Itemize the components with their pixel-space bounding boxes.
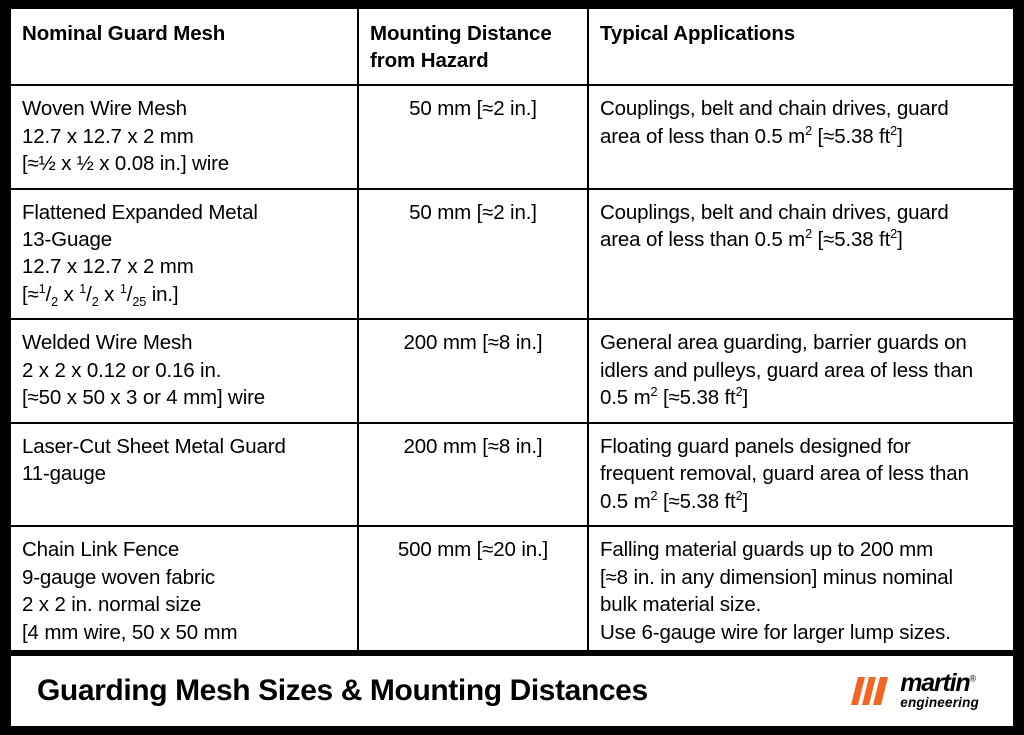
applications-line: Couplings, belt and chain drives, guard (600, 200, 949, 224)
cell-typical-applications (588, 423, 1013, 526)
cell-typical-applications (588, 189, 1013, 320)
applications-text: [≈5.38 ft (812, 227, 891, 251)
martin-engineering-logo (849, 668, 995, 711)
table-row (11, 319, 1013, 422)
mesh-line: 9-gauge woven fabric (22, 565, 216, 589)
applications-text: [≈5.38 ft (657, 489, 736, 513)
mounting-distance-value: 50 mm [≈2 in.] (409, 200, 537, 224)
mesh-text: x (98, 282, 120, 306)
mesh-line: 2 x 2 in. normal size (22, 593, 202, 617)
mesh-line: [≈½ x ½ x 0.08 in.] wire (22, 152, 230, 176)
mounting-distance-value: 500 mm [≈20 in.] (397, 538, 549, 562)
logo-word-engineering: engineering (900, 695, 979, 711)
superscript-square: 2 (650, 487, 658, 503)
superscript-square: 2 (805, 226, 813, 242)
applications-line: Floating guard panels designed for (600, 434, 911, 458)
fraction-denominator: 25 (132, 294, 147, 309)
fraction-slash: / (45, 282, 52, 306)
logo-word-text: martin (900, 668, 970, 697)
fraction-denominator: 2 (51, 294, 59, 309)
table-row (11, 189, 1013, 320)
mesh-line: 13-Guage (22, 227, 112, 251)
cell-nominal-guard-mesh (11, 319, 358, 422)
fraction-one-half (39, 281, 58, 308)
mesh-line: [≈50 x 50 x 3 or 4 mm] wire (22, 386, 266, 410)
column-header-mounting-distance (358, 9, 588, 85)
superscript-square: 2 (735, 384, 743, 400)
mesh-line: Flattened Expanded Metal (22, 200, 258, 224)
cell-mounting-distance (358, 85, 588, 188)
mesh-text: in.] (146, 282, 179, 306)
mesh-line: 12.7 x 12.7 x 2 mm (22, 255, 194, 279)
applications-line (600, 488, 1002, 515)
mesh-line: 11-gauge (22, 462, 106, 486)
cell-typical-applications (588, 85, 1013, 188)
fraction-denominator: 2 (91, 294, 99, 309)
column-header-mounting-distance-line2: from Hazard (370, 49, 489, 73)
registered-trademark-icon: ® (969, 673, 977, 684)
superscript-square: 2 (890, 226, 898, 242)
applications-text: ] (897, 124, 903, 148)
applications-text: area of less than 0.5 m (600, 227, 806, 251)
cell-nominal-guard-mesh (11, 85, 358, 188)
applications-text: ] (742, 489, 749, 513)
applications-line (600, 384, 1002, 411)
fraction-numerator: 1 (38, 281, 46, 297)
superscript-square: 2 (805, 122, 813, 138)
mesh-text: [≈ (22, 282, 39, 306)
applications-line: idlers and pulleys, guard area of less than (600, 358, 974, 382)
mesh-line: 12.7 x 12.7 x 2 mm (22, 124, 194, 148)
applications-line: frequent removal, guard area of less than (600, 462, 969, 486)
mesh-line: [4 mm wire, 50 x 50 mm (22, 620, 238, 644)
column-header-nominal-guard-mesh (11, 9, 358, 85)
mesh-line-fractions (22, 281, 346, 308)
applications-line: Couplings, belt and chain drives, guard (600, 97, 949, 121)
logo-word-martin (900, 668, 979, 697)
applications-line: General area guarding, barrier guards on (600, 331, 967, 355)
mesh-line: Laser-Cut Sheet Metal Guard (22, 434, 286, 458)
superscript-square: 2 (735, 487, 743, 503)
cell-mounting-distance (358, 423, 588, 526)
applications-text: area of less than 0.5 m (600, 124, 806, 148)
applications-text: ] (897, 227, 903, 251)
mesh-line: 2 x 2 x 0.12 or 0.16 in. (22, 358, 222, 382)
applications-line: Use 6-gauge wire for larger lump sizes. (600, 620, 951, 644)
column-header-typical-applications-label: Typical Applications (600, 22, 796, 45)
mesh-line: Welded Wire Mesh (22, 331, 193, 355)
guarding-mesh-table (11, 9, 1013, 684)
fraction-one-twentyfifth (120, 281, 146, 308)
caption-bar-frame (0, 650, 1024, 735)
martin-m-mark-icon (849, 674, 891, 708)
mounting-distance-value: 200 mm [≈8 in.] (403, 331, 543, 355)
mesh-text: x (58, 282, 80, 306)
mounting-distance-value: 50 mm [≈2 in.] (409, 97, 537, 121)
column-header-mounting-distance-line1: Mounting Distance (370, 22, 552, 45)
superscript-square: 2 (650, 384, 658, 400)
cell-mounting-distance (358, 189, 588, 320)
cell-nominal-guard-mesh (11, 189, 358, 320)
applications-line: Falling material guards up to 200 mm (600, 538, 934, 562)
caption-bar (11, 656, 1013, 726)
table-row (11, 423, 1013, 526)
fraction-one-half (79, 281, 98, 308)
applications-line (600, 123, 1002, 150)
logo-wordmark (900, 668, 979, 711)
fraction-numerator: 1 (119, 281, 127, 297)
mesh-line: Chain Link Fence (22, 538, 180, 562)
caption-title: Guarding Mesh Sizes & Mounting Distances (37, 674, 648, 707)
table-body (11, 85, 1013, 683)
applications-line: [≈8 in. in any dimension] minus nominal (600, 565, 953, 589)
cell-mounting-distance (358, 319, 588, 422)
fraction-slash: / (86, 282, 92, 306)
mounting-distance-value: 200 mm [≈8 in.] (403, 434, 543, 458)
applications-text: [≈5.38 ft (812, 124, 891, 148)
fraction-slash: / (126, 282, 133, 306)
applications-line (600, 226, 1002, 253)
cell-nominal-guard-mesh (11, 423, 358, 526)
table-header-row (11, 9, 1013, 85)
fraction-numerator: 1 (79, 281, 87, 297)
applications-text: 0.5 m (600, 489, 651, 513)
applications-text: [≈5.38 ft (657, 386, 736, 410)
applications-text: 0.5 m (600, 386, 651, 410)
column-header-typical-applications (588, 9, 1013, 85)
superscript-square: 2 (890, 122, 898, 138)
applications-line: bulk material size. (600, 593, 762, 617)
cell-typical-applications (588, 319, 1013, 422)
table-header (11, 9, 1013, 85)
applications-text: ] (742, 386, 749, 410)
table-row (11, 85, 1013, 188)
column-header-nominal-guard-mesh-label: Nominal Guard Mesh (22, 22, 226, 45)
mesh-line: Woven Wire Mesh (22, 97, 187, 121)
